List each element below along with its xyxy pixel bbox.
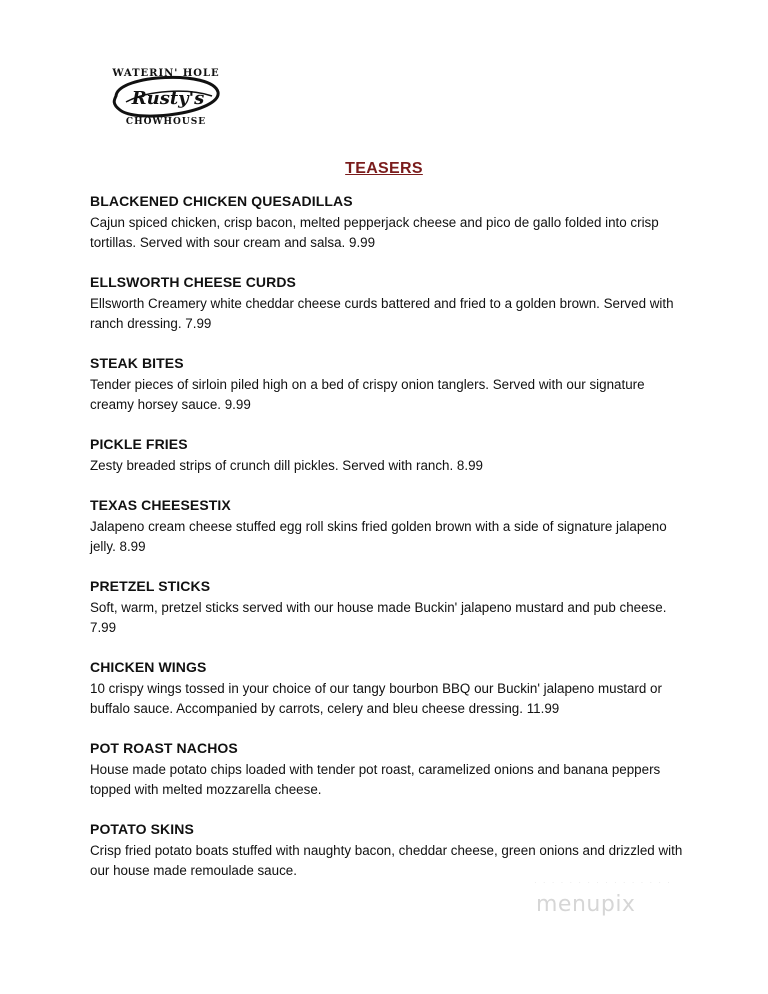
section-title: TEASERS — [345, 160, 423, 177]
menu-item-name: TEXAS CHEESESTIX — [90, 497, 231, 513]
menu-item-description: Cajun spiced chicken, crisp bacon, melted pepperjack cheese and pico de gallo folded into crisp tortillas. Served with sour cream and salsa. 9.99 — [90, 215, 659, 250]
logo-graphic — [108, 62, 224, 128]
menu-item-description: Soft, warm, pretzel sticks served with our house made Buckin' jalapeno mustard and pub cheese. 7.99 — [90, 600, 667, 635]
menu-item — [90, 658, 690, 719]
menu-item-description: Jalapeno cream cheese stuffed egg roll skins fried golden brown with a side of signature jalapeno jelly. 8.99 — [90, 519, 667, 554]
menu-item-name: BLACKENED CHICKEN QUESADILLAS — [90, 193, 353, 209]
menu-item — [90, 820, 690, 881]
logo-bottom-text: CHOWHOUSE — [125, 117, 207, 127]
menu-item — [90, 577, 690, 638]
menu-item — [90, 273, 690, 334]
menu-item-description: Zesty breaded strips of crunch dill pickles. Served with ranch. 8.99 — [90, 458, 483, 473]
menu-item-description: House made potato chips loaded with tender pot roast, caramelized onions and banana peppers topped with melted mozzarella cheese. — [90, 762, 661, 797]
logo-script-text: Rusty's — [131, 88, 205, 109]
menu-item-name: PICKLE FRIES — [90, 436, 188, 452]
menu-items-list — [90, 192, 690, 901]
menu-item — [90, 739, 690, 800]
menu-item-name: ELLSWORTH CHEESE CURDS — [90, 274, 296, 290]
menu-item-name: CHICKEN WINGS — [90, 659, 207, 675]
logo-top-text: WATERIN' HOLE — [112, 68, 220, 79]
menu-item — [90, 192, 690, 253]
menu-item-name: POTATO SKINS — [90, 821, 194, 837]
watermark — [534, 878, 684, 918]
menu-item — [90, 435, 690, 476]
watermark-text: menupix — [536, 892, 636, 917]
menu-item-description: Ellsworth Creamery white cheddar cheese curds battered and fried to a golden brown. Served with ranch dressing. 7.99 — [90, 296, 674, 331]
restaurant-logo — [108, 62, 224, 128]
menu-item-name: PRETZEL STICKS — [90, 578, 211, 594]
menu-item-name: STEAK BITES — [90, 355, 184, 371]
menu-item-name: POT ROAST NACHOS — [90, 740, 238, 756]
menu-item-description: Tender pieces of sirloin piled high on a bed of crispy onion tanglers. Served with our signature creamy horsey sauce. 9.99 — [90, 377, 645, 412]
menu-item-description: Crisp fried potato boats stuffed with naughty bacon, cheddar cheese, green onions and drizzled with our house made remoulade sauce. — [90, 843, 683, 878]
menu-item — [90, 496, 690, 557]
menu-item-description: 10 crispy wings tossed in your choice of our tangy bourbon BBQ our Buckin' jalapeno mustard or buffalo sauce. Accompanied by carrots, celery and bleu cheese dressing. 11.99 — [90, 681, 662, 716]
menu-item — [90, 354, 690, 415]
watermark-dots: · · · · · · · · · · · · · · · · — [534, 878, 672, 887]
